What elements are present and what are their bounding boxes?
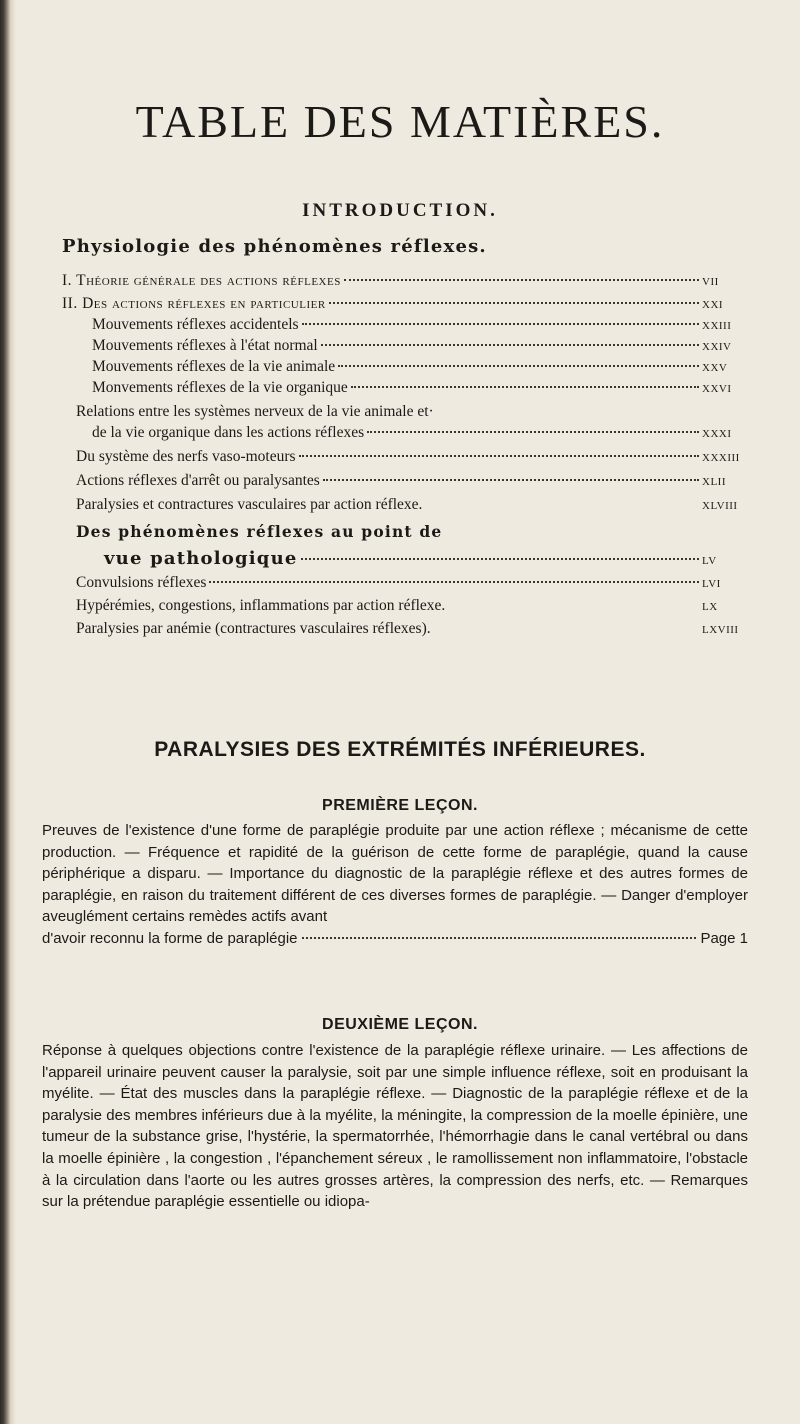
- toc-entry-page: vii: [702, 272, 719, 289]
- toc-entry-label: Actions réflexes d'arrêt ou paralysantes: [76, 472, 320, 489]
- toc-entry-page: lv: [702, 551, 717, 568]
- leader-dots: [344, 279, 699, 281]
- toc-entry: [92, 424, 742, 442]
- toc-entry-page: lxviii: [702, 620, 739, 637]
- paralysies-heading: PARALYSIES DES EXTRÉMITÉS INFÉRIEURES.: [154, 738, 646, 761]
- lesson-1-title: PREMIÈRE LEÇON.: [322, 797, 478, 814]
- toc-entry-label: Mouvements réflexes accidentels: [92, 316, 299, 333]
- leader-dots: [338, 365, 699, 367]
- toc-entry: [76, 448, 742, 466]
- toc-entry: [92, 316, 742, 334]
- toc-entry-label: Paralysies et contractures vasculaires par action réflexe.: [76, 496, 423, 513]
- leader-dots: [301, 558, 699, 560]
- lesson-2-text: Réponse à quelques objections contre l'existence de la paraplégie réflexe urinaire. — Les affections de l'appareil urinaire peuvent causer la paralysie, soit par une simple influence réflexe, soit en produisant la myélite. — État des muscles dans la paraplégie réflexe. — Diagnostic de la paraplégie réflexe et de la paralysie des membres inférieurs due à la myélite, la méningite, la compression de la moelle épinière, une tumeur de la substance grise, l'hystérie, la spermatorrhée, l'hémorrhagie dans le canal vertébral ou dans la moelle épinière , la congestion , l'épanchement séreux , le ramollissement non inflammatoire, l'obstacle à la circulation dans l'aorte ou les autres grosses artères, la compression des nerfs, etc. — Remarques sur la prétendue paraplégie essentielle ou idiopa-: [42, 1042, 748, 1211]
- toc-entry: [62, 272, 742, 290]
- toc-entry-label: II. Des actions réflexes en particulier: [62, 295, 326, 312]
- leader-dots: [209, 581, 699, 583]
- toc-entry-page: lvi: [702, 574, 721, 591]
- toc-entry: [76, 472, 742, 490]
- lesson-1-last-line: [42, 928, 748, 950]
- leader-dots: [367, 431, 699, 433]
- toc-entry-page: lx: [702, 597, 718, 614]
- toc-entry-label: Monvements réflexes de la vie organique: [92, 379, 348, 396]
- leader-dots: [323, 479, 699, 481]
- physiology-subheading: Physiologie des phénomènes réflexes.: [62, 236, 487, 257]
- page-title: TABLE DES MATIÈRES.: [135, 96, 665, 147]
- toc-entry-label: de la vie organique dans les actions réflexes: [92, 424, 365, 441]
- pathology-heading-line2: vue pathologique: [104, 548, 298, 569]
- toc-entry: [92, 358, 742, 376]
- leader-dots: [321, 344, 699, 346]
- toc-entry-label: Convulsions réflexes: [76, 574, 207, 591]
- lesson-2-title: DEUXIÈME LEÇON.: [322, 1016, 478, 1033]
- leader-dots: [302, 937, 697, 939]
- lesson-2-summary: [42, 1040, 748, 1213]
- toc-entry-page: xxi: [702, 295, 724, 312]
- toc-entry-label: Mouvements réflexes de la vie animale: [92, 358, 336, 375]
- toc-entry: [92, 379, 742, 397]
- lesson-1-summary: [42, 820, 748, 950]
- toc-entry-page: xxxi: [702, 424, 732, 441]
- lesson-1-last-text: d'avoir reconnu la forme de paraplégie: [42, 929, 298, 947]
- leader-dots: [329, 302, 699, 304]
- toc-entry-label-line1: Relations entre les systèmes nerveux de la vie animale et·: [76, 403, 434, 420]
- toc-entry: [76, 574, 742, 592]
- toc-entry: [76, 620, 742, 638]
- toc-entry: [92, 337, 742, 355]
- lesson-1-page: Page 1: [700, 929, 748, 947]
- toc-entry-label: Du système des nerfs vaso-moteurs: [76, 448, 296, 465]
- toc-entry: [76, 496, 742, 514]
- introduction-heading: INTRODUCTION.: [302, 200, 498, 221]
- toc-entry-label: Paralysies par anémie (contractures vasculaires réflexes).: [76, 620, 431, 637]
- lesson-1-text: Preuves de l'existence d'une forme de paraplégie produite par une action réflexe ; mécanisme de cette production. — Fréquence et rapidité de la guérison de cette forme de paraplégie, quand la cause périphérique a disparu. — Importance du diagnostic de la paraplégie réflexe et des autres formes de paraplégie, en raison du traitement différent de ces diverses formes de paraplégie. — Danger d'employer aveuglément certains remèdes actifs avant: [42, 822, 748, 926]
- pathology-heading: Des phénomènes réflexes au point de: [76, 522, 443, 541]
- leader-dots: [302, 323, 699, 325]
- toc-entry-page: xxiii: [702, 316, 732, 333]
- toc-entry-page: xlviii: [702, 496, 738, 513]
- toc-entry-label: Hypérémies, congestions, inflammations par action réflexe.: [76, 597, 446, 614]
- toc-entry-label: Mouvements réflexes à l'état normal: [92, 337, 318, 354]
- toc-entry: [76, 597, 742, 615]
- leader-dots: [299, 455, 699, 457]
- toc-entry-page: xlii: [702, 472, 726, 489]
- toc-entry-label: I. Théorie générale des actions réflexes: [62, 272, 341, 289]
- toc-entry-page: xxiv: [702, 337, 732, 354]
- toc-entry-page: xxvi: [702, 379, 732, 396]
- toc-entry-page: xxxiii: [702, 448, 740, 465]
- toc-entry: [62, 295, 742, 313]
- toc-entry-page: xxv: [702, 358, 728, 375]
- toc-entry: [104, 548, 742, 569]
- leader-dots: [351, 386, 699, 388]
